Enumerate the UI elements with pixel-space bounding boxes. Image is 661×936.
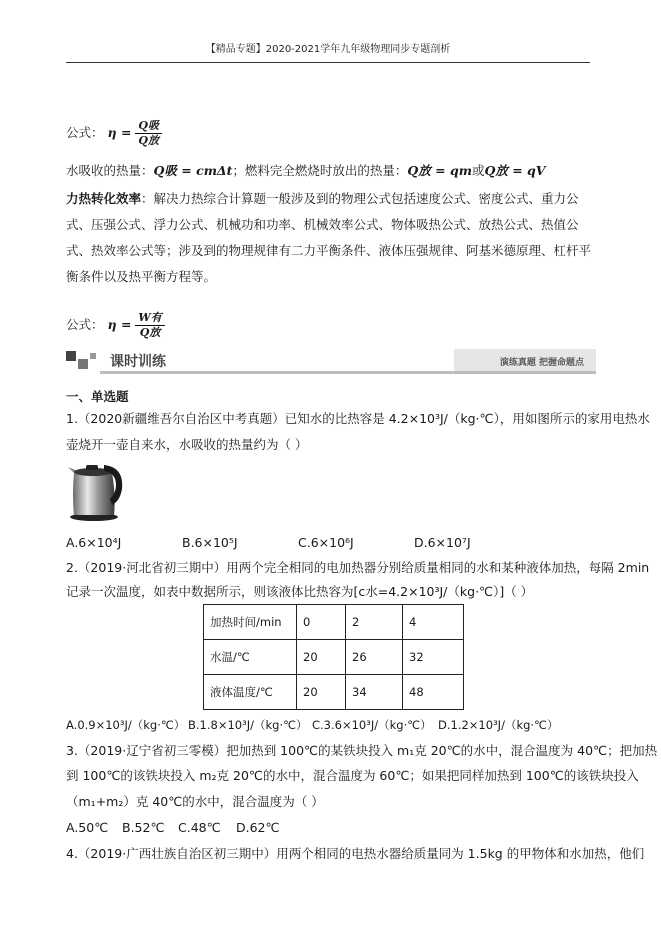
option-d: D.1.2×10³J/（kg·℃） [438, 718, 559, 732]
option-c: C.48℃ [178, 820, 221, 835]
table-row [204, 605, 464, 640]
option-d: D.62℃ [236, 820, 280, 835]
table-cell: 48 [403, 675, 464, 710]
option-b: B.1.8×10³J/（kg·℃） [188, 718, 308, 732]
table-cell: 加热时间/min [204, 605, 297, 640]
option-c: C.6×10⁶J [298, 535, 354, 550]
banner-subtitle: 演练真题 把握命题点 [499, 358, 584, 368]
option-a: A.50℃ [66, 820, 109, 835]
table-cell: 水温/℃ [204, 640, 297, 675]
table-cell: 34 [346, 675, 403, 710]
option-b: B.6×10⁵J [182, 535, 238, 550]
table-cell: 26 [346, 640, 403, 675]
option-c: C.3.6×10³J/（kg·℃） [312, 718, 432, 732]
fraction: $\frac{\text{W有}}{\text{Q放}}$ [135, 311, 164, 340]
table-cell: 液体温度/℃ [204, 675, 297, 710]
q2-line2: 记录一次温度，如表中数据所示，则该液体比热容为[c水=4.2×10³J/（kg·℃）]（ ） [66, 584, 534, 599]
q3-line1: 3.（2019·辽宁省初三零模）把加热到 100℃的某铁块投入 m₁克 20℃的水中，混合温度为 40℃；把加热 [66, 743, 658, 758]
table-cell: 0 [297, 605, 346, 640]
table-cell: 2 [346, 605, 403, 640]
banner-square-icon [66, 351, 76, 361]
temperature-table [203, 604, 464, 710]
table-cell: 4 [403, 605, 464, 640]
q3-options [66, 820, 596, 836]
table-row [204, 640, 464, 675]
option-a: A.6×10⁴J [66, 535, 122, 550]
formula-efficiency-heat: 公式： η = $\frac{\text{Q吸}}{\text{Q放}}$ [66, 119, 596, 148]
q3-line2: 到 100℃的该铁块投入 m₂克 20℃的水中，混合温度为 60℃；如果把同样加热到 100℃的该铁块投入 [66, 768, 639, 783]
banner-title: 课时训练 [110, 354, 166, 370]
fraction: $\frac{\text{Q吸}}{\text{Q放}}$ [135, 119, 162, 148]
table-cell: 20 [297, 640, 346, 675]
heat-formulas: 水吸收的热量：Q吸 = cmΔt；燃料完全燃烧时放出的热量：Q放 = qm或Q放 = qV [66, 163, 546, 178]
q1-line1: 1.（2020新疆维吾尔自治区中考真题）已知水的比热容是 4.2×10³J/（kg·℃），用如图所示的家用电热水 [66, 411, 650, 426]
page-header: 【精品专题】2020-2021学年九年级物理同步专题剖析 [66, 40, 590, 63]
q3-line3: （m₁+m₂）克 40℃的水中，混合温度为（ ） [66, 794, 324, 809]
banner-divider [100, 371, 596, 374]
option-b: B.52℃ [122, 820, 165, 835]
q2-options [66, 717, 596, 733]
efficiency-paragraph: 力热转化效率：解决力热综合计算题一般涉及到的物理公式包括速度公式、密度公式、重力公式、压强公式、浮力公式、机械功和功率、机械效率公式、物体吸热公式、放热公式、热值公式、热效率公式等；涉及到的物理规律有二力平衡条件、液体压强规律、阿基米德原理、杠杆平衡条件以及热平衡方程等。 [66, 191, 592, 284]
q2-line1: 2.（2019·河北省初三期中）用两个完全相同的电加热器分别给质量相同的水和某种液体加热，每隔 2min [66, 560, 650, 575]
option-d: D.6×10⁷J [414, 535, 471, 550]
q4-line1: 4.（2019·广西壮族自治区初三期中）用两个相同的电热水器给质量同为 1.5kg 的甲物体和水加热，他们 [66, 846, 645, 861]
section-banner [66, 349, 596, 375]
banner-square-icon [78, 359, 88, 369]
table-cell: 20 [297, 675, 346, 710]
banner-square-icon [90, 353, 96, 359]
electric-kettle-image [64, 459, 126, 523]
option-a: A.0.9×10³J/（kg·℃） [66, 718, 186, 732]
section-title: 一、单选题 [66, 389, 129, 404]
q1-options [66, 535, 596, 551]
table-cell: 32 [403, 640, 464, 675]
table-row [204, 675, 464, 710]
q1-line2: 壶烧开一壶自来水，水吸收的热量约为（ ） [66, 437, 308, 452]
formula-efficiency-work: 公式： η = $\frac{\text{W有}}{\text{Q放}}$ [66, 311, 596, 340]
